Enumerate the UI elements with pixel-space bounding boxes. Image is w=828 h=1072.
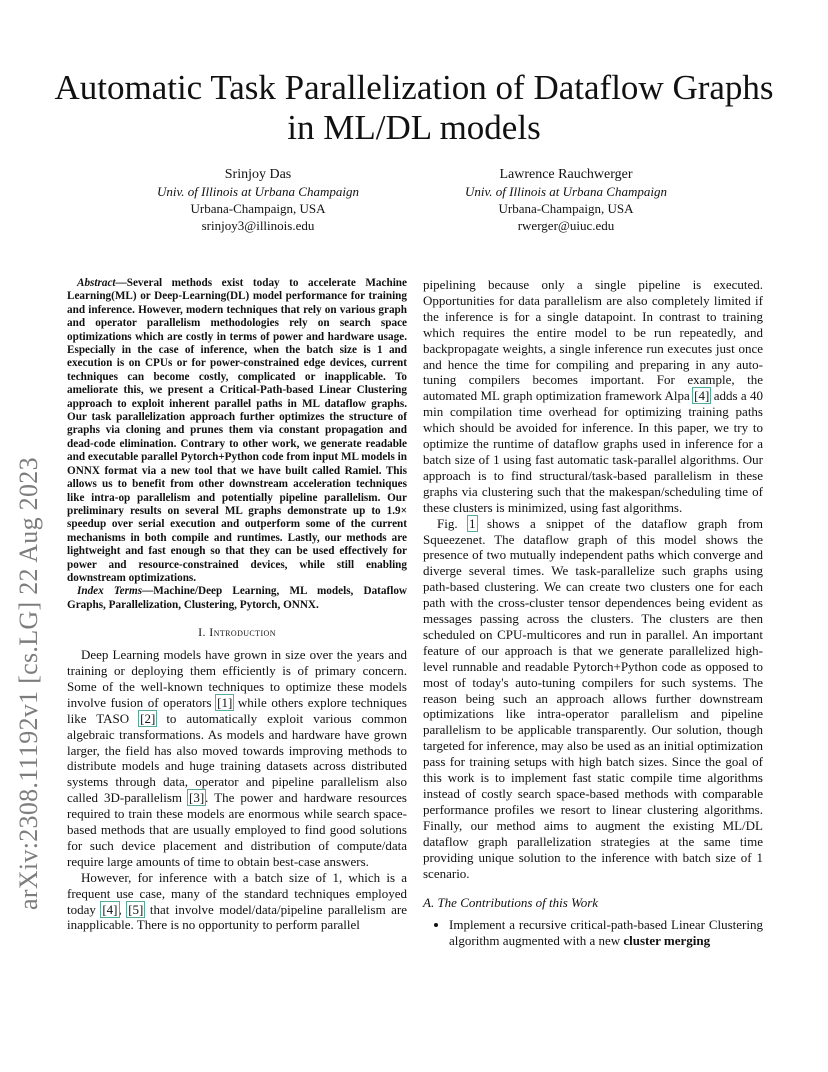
author-affiliation: Univ. of Illinois at Urbana Champaign — [465, 184, 667, 199]
citation-link[interactable]: [1] — [217, 694, 233, 710]
paragraph-text: , — [118, 901, 128, 917]
paragraph-text: adds a 40 min compilation time overhead for optimizing training paths which should be avoided for inference. In this paper, we try to optimize the runtime of dataflow graphs used in inference for a batch size of 1 using fast automatic task-parallel algorithms. Our approach is to find structural/task-based parallelism in these graphs via clustering such that the makespan/scheduling time of these clusters is minimized, using fast algorithms. — [423, 388, 763, 515]
abstract-label: Abstract — [77, 277, 116, 289]
index-terms — [67, 585, 407, 612]
abstract-text: —Several methods exist today to accelerate Machine Learning(ML) or Deep-Learning(DL) model performance for training and inference. However, modern techniques that rely on various graph and operator parallelism methodologies rely on search space optimizations which are costly in terms of power and hardware usage. Especially in the case of inference, when the batch size is 1 and execution is on CPUs or for power-constrained edge devices, current techniques can become costly, complicated or inapplicable. To ameliorate this, we present a Critical-Path-based Linear Clustering approach to exploit inherent parallel paths in ML dataflow graphs. Our task parallelization approach further optimizes the structure of graphs via cloning and prunes them via constant propagation and dead-code elimination. Contrary to other work, we generate readable and executable parallel Pytorch+Python code from input ML models in ONNX format via a new tool that we have built called Ramiel. This allows us to benefit from other downstream acceleration techniques like intra-op parallelism and potentially pipeline parallelism. Our preliminary results on several ML graphs demonstrate up to 1.9× speedup over serial execution and outperform some of the current mechanisms in both compile and runtimes. Lastly, our methods are lightweight and fast enough so that they can be used effectively for power and resource-constrained devices, while still enabling downstream optimizations. — [67, 277, 407, 584]
contributions-list — [423, 917, 763, 949]
author-location: Urbana-Champaign, USA — [498, 201, 634, 216]
right-column — [423, 277, 763, 949]
paper-title: Automatic Task Parallelization of Dataflow Graphs in ML/DL models — [54, 68, 774, 147]
intro-paragraph-3 — [423, 277, 763, 516]
subsection-heading-contributions: A. The Contributions of this Work — [423, 895, 599, 911]
list-item — [449, 917, 763, 949]
paragraph-text: pipelining because only a single pipeline is executed. Opportunities for data parallelism are also completely limited if the inference is for a single datapoint. In contrast to training which requires the entire model to be run repeatedly, and backpropagate weights, a single inference run executes just once and hence the time for compiling and preparing in any auto-tuning compilers becomes important. For example, the automated ML graph optimization framework Alpa — [423, 277, 763, 404]
citation-link[interactable]: [5] — [128, 901, 144, 917]
author-block-1 — [108, 166, 408, 234]
author-affiliation: Univ. of Illinois at Urbana Champaign — [157, 184, 359, 199]
paragraph-text: Fig. — [437, 515, 469, 531]
paragraph-text: shows a snippet of the dataflow graph from Squeezenet. The dataflow graph of this model shows the presence of two mutually independent paths which converge and diverge several times. We task-parallelize such graphs using path-based clustering. We can create two clusters one for each path with the cross-cluster tensor dependences being evident as messages passing across the clusters. The clusters are then scheduled on CPU-multicores and run in parallel. An important feature of our approach is that we generate parallelized high-level runnable and readable Pytorch+Python code as opposed to most of today's auto-tuning compilers for such systems. The reason being such an approach allows further downstream optimizations like intra-operator parallelism and pipeline parallelism to be applicable transparently. Our solution, though targeted for inference, may also be used as an initial optimization pass for training setups with high batch sizes. Since the goal of this work is to implement fast static compile time algorithms instead of costly search space-based methods with comparable performance profiles we resort to linear clustering algorithms. Finally, our method aims to augment the existing ML/DL dataflow graph parallelization strategies at the same time providing unique solution to the inference with batch size of 1 scenario. — [423, 515, 764, 881]
paragraph-text: However, for inference with a batch size of 1, which is a frequent use case, many of the standard techniques employed today — [67, 869, 407, 917]
list-item-text: Implement a recursive critical-path-based Linear Clustering algorithm augmented with a new — [449, 917, 763, 949]
paragraph-text: . The power and hardware resources required to train these models are enormous while search space-based methods that are usually employed to find good solutions for such device placement and distribution of compute/data require large amounts of time to obtain best-case answers. — [67, 790, 407, 869]
paragraph-text: Deep Learning models have grown in size over the years and training or deploying them efficiently is of primary concern. Some of the well-known techniques to optimize these models involve fusion of operators — [67, 647, 407, 710]
abstract — [67, 277, 407, 585]
paragraph-text: while others explore techniques like TASO — [67, 694, 407, 726]
citation-link[interactable]: [2] — [140, 710, 156, 726]
arxiv-stamp: arXiv:2308.11192v1 [cs.LG] 22 Aug 2023 — [14, 457, 43, 910]
section-heading-introduction: I. Introduction — [198, 625, 276, 640]
left-column — [67, 277, 407, 933]
paragraph-text: that involve model/data/pipeline parallelism are inapplicable. There is no opportunity to perform parallel — [67, 901, 408, 933]
author-email: rwerger@uiuc.edu — [517, 218, 615, 233]
paragraph-text: to automatically exploit various common algebraic transformations. As models and hardware have grown larger, the field has also moved towards improving methods to distribute models and huge training datasets across distributed systems through data, operator and pipeline parallelism also called 3D-parallelism — [67, 710, 408, 806]
citation-link[interactable]: [4] — [694, 388, 710, 404]
author-block-2 — [416, 166, 716, 234]
intro-paragraph-4 — [423, 516, 763, 882]
index-terms-label: Index Terms — [77, 585, 143, 598]
author-location: Urbana-Champaign, USA — [190, 201, 326, 216]
intro-paragraph-2 — [67, 870, 407, 934]
citation-link[interactable]: [3] — [188, 790, 205, 806]
author-email: srinjoy3@illinois.edu — [201, 218, 315, 233]
list-item-bold-text: cluster merging — [623, 933, 711, 949]
author-name: Srinjoy Das — [224, 167, 292, 182]
intro-paragraph-1 — [67, 647, 407, 870]
citation-link[interactable]: [4] — [102, 901, 118, 917]
figure-link[interactable]: 1 — [469, 515, 476, 531]
index-terms-text: —Machine/Deep Learning, ML models, Dataflow Graphs, Parallelization, Clustering, Pytorch, ONNX. — [67, 585, 407, 611]
author-name: Lawrence Rauchwerger — [499, 167, 633, 182]
